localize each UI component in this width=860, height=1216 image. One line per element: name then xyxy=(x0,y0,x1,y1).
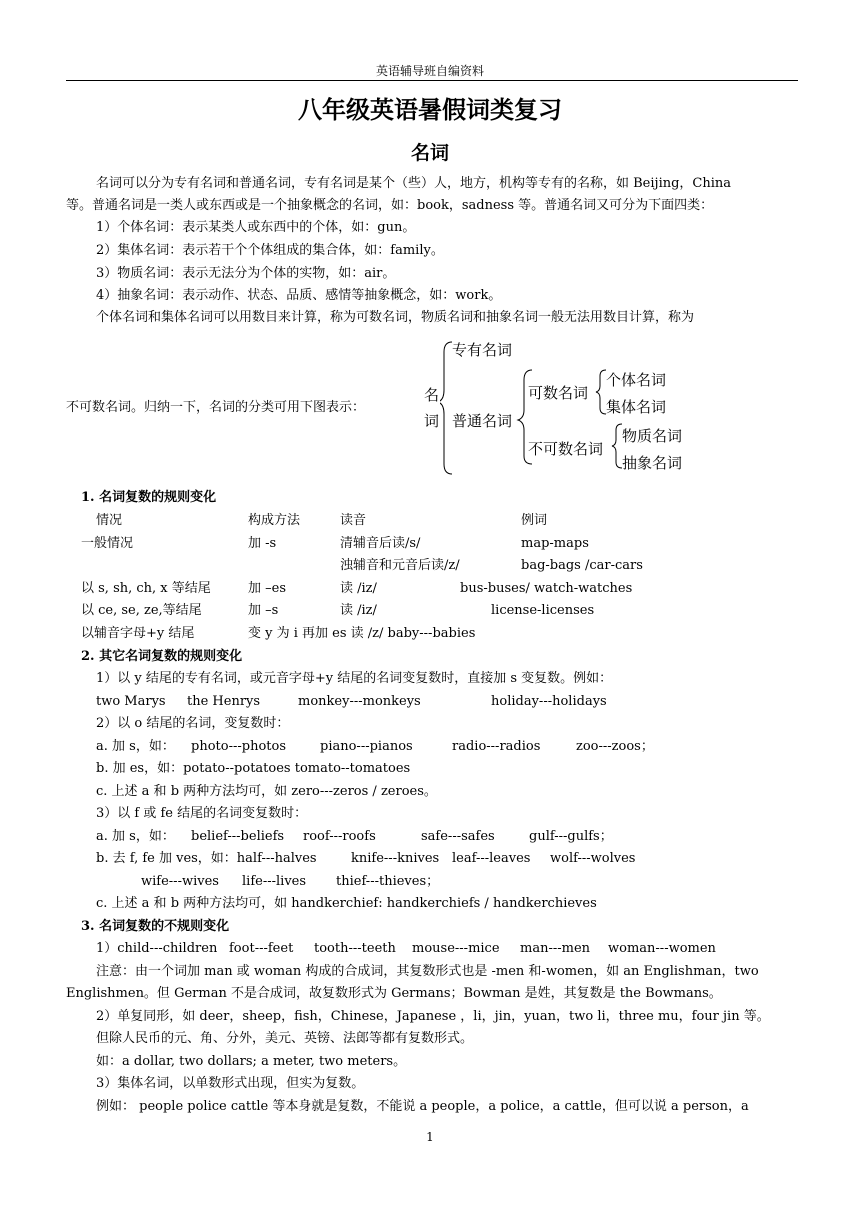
table-cell: bag-bags /car-cars xyxy=(521,558,643,573)
table-header-pronunciation: 读音 xyxy=(340,513,367,528)
text-line: c. 上述 a 和 b 两种方法均可，如 handkerchief: handkerchiefs / handkerchieves xyxy=(96,896,597,911)
tree-root-top: 名 xyxy=(424,386,440,404)
table-cell: 浊辅音和元音后读/z/ xyxy=(340,558,460,573)
intro-line: 个体名词和集体名词可以用数目来计算，称为可数名词，物质名词和抽象名词一般无法用数目计算，称为 xyxy=(96,310,695,325)
table-cell: 加 –s xyxy=(248,603,279,618)
example-text: belief---beliefs xyxy=(191,829,285,844)
example-text: a. 加 s，如： xyxy=(96,739,175,754)
table-cell: 加 -s xyxy=(248,536,277,551)
example-text: mouse---mice xyxy=(412,941,500,956)
example-text: the Henrys xyxy=(187,694,261,709)
header-rule xyxy=(66,80,798,81)
example-text: safe---safes xyxy=(421,829,495,844)
table-header-example: 例词 xyxy=(521,513,548,528)
section-title: 名词 xyxy=(410,142,449,164)
tree-material-noun: 物质名词 xyxy=(622,427,683,445)
text-line: 2）以 o 结尾的名词，变复数时： xyxy=(96,716,290,731)
table-cell: bus-buses/ watch-watches xyxy=(460,581,633,596)
table-cell: 加 –es xyxy=(248,581,286,596)
example-text: piano---pianos xyxy=(320,739,413,754)
text-line: 如：a dollar, two dollars; a meter, two meters。 xyxy=(96,1054,407,1069)
table-cell: 清辅音后读/s/ xyxy=(340,536,421,551)
table-cell: 读 /iz/ xyxy=(340,581,377,596)
intro-line: 等。普通名词是一类人或东西或是一个抽象概念的名词，如：book，sadness 等。普通名词又可分为下面四类： xyxy=(66,198,714,213)
section-heading: 2. 其它名词复数的规则变化 xyxy=(81,649,243,664)
example-text: wolf---wolves xyxy=(550,851,636,866)
example-text: roof---roofs xyxy=(303,829,376,844)
example-text: thief---thieves； xyxy=(336,874,440,889)
table-cell: 以 s, sh, ch, x 等结尾 xyxy=(81,581,211,596)
text-line: 注意：由一个词加 man 或 woman 构成的合成词，其复数形式也是 -men 和-women，如 an Englishman，two xyxy=(96,964,759,979)
tree-countable-noun: 可数名词 xyxy=(528,384,589,402)
tree-collective-noun: 集体名词 xyxy=(606,398,667,416)
document-title: 八年级英语暑假词类复习 xyxy=(298,96,562,124)
example-text: holiday---holidays xyxy=(491,694,607,709)
example-text: 1）child---children xyxy=(96,941,218,956)
example-text: photo---photos xyxy=(191,739,286,754)
example-text: man---men xyxy=(520,941,591,956)
text-line: b. 加 es，如：potato--potatoes tomato--tomatoes xyxy=(96,761,411,776)
intro-line: 2）集体名词：表示若干个个体组成的集合体，如：family。 xyxy=(96,243,444,258)
tree-proper-noun: 专有名词 xyxy=(452,341,513,359)
table-cell: 变 y 为 i 再加 es 读 /z/ baby---babies xyxy=(248,626,476,641)
intro-line: 1）个体名词：表示某类人或东西中的个体，如：gun。 xyxy=(96,220,416,235)
text-line: 1）以 y 结尾的专有名词，或元音字母+y 结尾的名词变复数时，直接加 s 变复数。例如： xyxy=(96,671,613,686)
text-line: 3）集体名词，以单数形式出现，但实为复数。 xyxy=(96,1076,365,1091)
text-line: 3）以 f 或 fe 结尾的名词变复数时： xyxy=(96,806,308,821)
intro-line: 4）抽象名词：表示动作、状态、品质、感情等抽象概念，如：work。 xyxy=(96,288,502,303)
text-line: 2）单复同形，如 deer，sheep，fish，Chinese，Japanese ，li，jin，yuan，two li，three mu，four jin 等。 xyxy=(96,1009,770,1024)
example-text: life---lives xyxy=(242,874,307,889)
example-text: monkey---monkeys xyxy=(298,694,421,709)
example-text: a. 加 s，如： xyxy=(96,829,175,844)
tree-root-bottom: 词 xyxy=(424,412,440,430)
table-cell: 读 /iz/ xyxy=(340,603,377,618)
table-cell: 以 ce, se, ze,等结尾 xyxy=(81,603,202,618)
example-text: wife---wives xyxy=(141,874,219,889)
table-cell: 一般情况 xyxy=(81,536,134,551)
table-cell: license-licenses xyxy=(491,603,595,618)
table-cell: 以辅音字母+y 结尾 xyxy=(81,626,195,641)
intro-line: 不可数名词。归纳一下，名词的分类可用下图表示： xyxy=(66,400,366,415)
example-text: zoo---zoos； xyxy=(576,739,654,754)
table-cell: map-maps xyxy=(521,536,589,551)
example-text: tooth---teeth xyxy=(314,941,396,956)
intro-line: 名词可以分为专有名词和普通名词，专有名词是某个（些）人，地方，机构等专有的名称，如 Beijing，China xyxy=(96,176,732,191)
section-heading: 3. 名词复数的不规则变化 xyxy=(81,919,230,934)
text-line: 例如： people police cattle 等本身就是复数，不能说 a people，a police，a cattle，但可以说 a person，a xyxy=(96,1099,749,1114)
example-text: knife---knives xyxy=(351,851,440,866)
tree-common-noun: 普通名词 xyxy=(452,412,513,430)
page-header: 英语辅导班自编资料 xyxy=(375,64,484,78)
tree-individual-noun: 个体名词 xyxy=(606,371,667,389)
example-text: woman---women xyxy=(608,941,716,956)
example-text: foot---feet xyxy=(229,941,294,956)
text-line: 但除人民币的元、角、分外，美元、英镑、法郎等都有复数形式。 xyxy=(96,1031,474,1046)
section-heading: 1. 名词复数的规则变化 xyxy=(81,490,217,505)
tree-uncountable-noun: 不可数名词 xyxy=(528,440,604,458)
table-header-method: 构成方法 xyxy=(248,513,301,528)
text-line: c. 上述 a 和 b 两种方法均可，如 zero---zeros / zeroes。 xyxy=(96,784,437,799)
example-text: radio---radios xyxy=(452,739,541,754)
example-text: two Marys xyxy=(96,694,166,709)
tree-abstract-noun: 抽象名词 xyxy=(622,454,683,472)
example-text: b. 去 f, fe 加 ves，如：half---halves xyxy=(96,851,317,866)
example-text: gulf---gulfs； xyxy=(529,829,613,844)
text-line: Englishmen。但 German 不是合成词，故复数形式为 Germans；Bowman 是姓，其复数是 the Bowmans。 xyxy=(66,986,722,1001)
table-header-situation: 情况 xyxy=(96,513,123,528)
intro-line: 3）物质名词：表示无法分为个体的实物，如：air。 xyxy=(96,266,396,281)
page-number: 1 xyxy=(426,1130,434,1144)
example-text: leaf---leaves xyxy=(452,851,531,866)
